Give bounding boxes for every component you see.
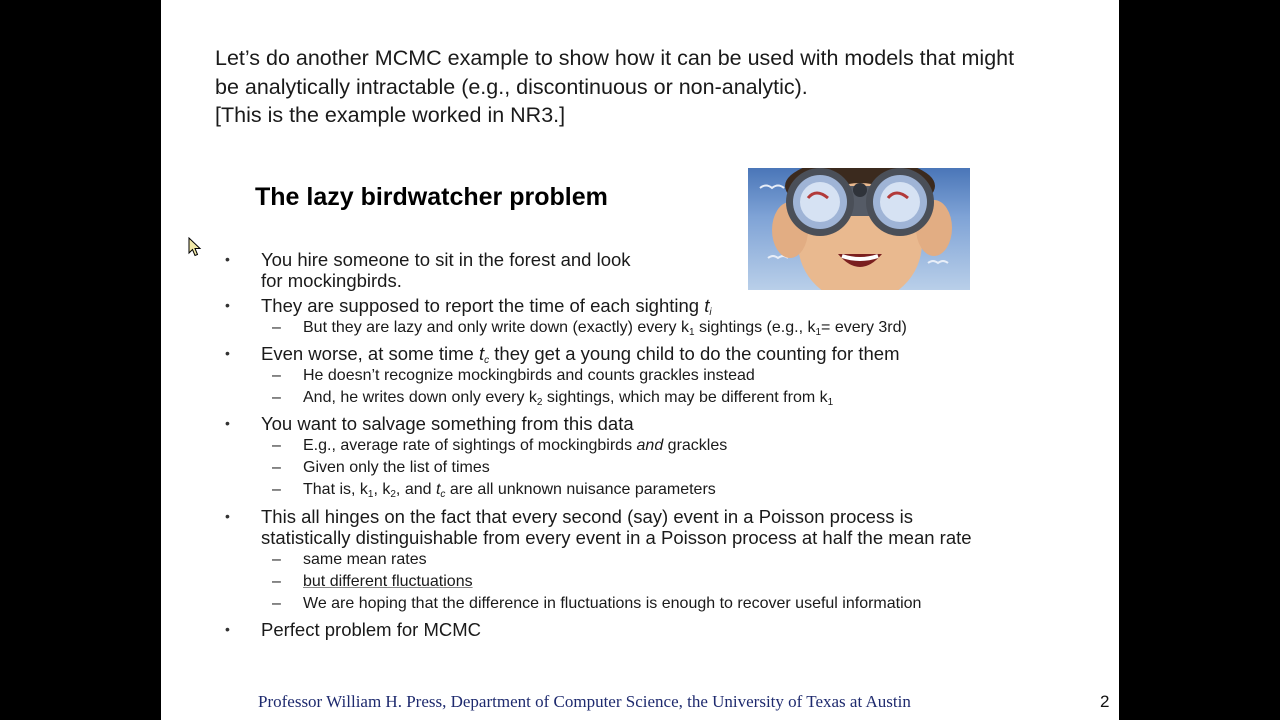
bullet-4-sub-1 <box>303 437 727 455</box>
bullet-5-line-2: statistically distinguishable from every event in a Poisson process at half the mean rate <box>261 527 972 548</box>
slide-footer: Professor William H. Press, Department of Computer Science, the University of Texas at Austin <box>258 692 911 711</box>
dash-marker: – <box>272 595 281 612</box>
variable: t <box>435 481 441 498</box>
bullet-3-sub-1: He doesn’t recognize mockingbirds and counts grackles instead <box>303 367 755 384</box>
text-part: sightings (e.g., k <box>694 319 816 336</box>
subscript: 2 <box>390 489 396 500</box>
bullet-marker: • <box>225 345 230 361</box>
bullet-3 <box>261 343 899 365</box>
bullet-1-line-2: for mockingbirds. <box>261 270 402 291</box>
intro-line-3: [This is the example worked in NR3.] <box>215 103 566 127</box>
intro-line-1: Let’s do another MCMC example to show how it can be used with models that might <box>215 46 1015 70</box>
slide <box>161 0 1119 720</box>
subscript: 1 <box>827 397 834 408</box>
bullet-5-sub-2: but different fluctuations <box>303 573 473 590</box>
bullet-4-sub-3 <box>303 481 716 499</box>
dash-marker: – <box>272 481 281 498</box>
bullet-marker: • <box>225 508 230 524</box>
text-part: , k <box>373 481 391 498</box>
subscript: 1 <box>367 489 374 500</box>
subscript: 1 <box>688 327 695 338</box>
dash-marker: – <box>272 367 281 384</box>
text-part: E.g., average rate of sightings of mockingbirds <box>303 437 637 454</box>
bullet-marker: • <box>225 621 230 637</box>
variable: t <box>478 343 485 364</box>
bullet-6: Perfect problem for MCMC <box>261 619 481 640</box>
dash-marker: – <box>272 437 281 454</box>
dash-marker: – <box>272 389 281 406</box>
bullet-3-sub-2 <box>303 389 833 407</box>
bullet-marker: • <box>225 251 230 267</box>
text-part: But they are lazy and only write down (exactly) every k <box>303 319 689 336</box>
text-part: sightings, which may be different from k <box>542 389 828 406</box>
bullet-marker: • <box>225 415 230 431</box>
intro-line-2: be analytically intractable (e.g., discontinuous or non-analytic). <box>215 74 808 99</box>
bullet-2 <box>261 295 712 317</box>
text-part: , and <box>395 481 436 498</box>
child-with-binoculars-photo <box>748 168 970 290</box>
subscript: c <box>484 355 490 366</box>
page-number: 2 <box>1100 692 1110 711</box>
subscript: 1 <box>815 327 822 338</box>
bullet-4-sub-2: Given only the list of times <box>303 459 490 476</box>
bullet-5-line-1: This all hinges on the fact that every second (say) event in a Poisson process is <box>261 506 913 527</box>
binoculars-illustration <box>748 168 970 290</box>
subscript: c <box>440 489 446 500</box>
subscript: 2 <box>536 397 543 408</box>
bullet-5-sub-3: We are hoping that the difference in fluctuations is enough to recover useful information <box>303 595 922 612</box>
text-part: And, he writes down only every k <box>303 389 537 406</box>
dash-marker: – <box>272 551 281 568</box>
bullet-marker: • <box>225 297 230 313</box>
text-part: Even worse, at some time <box>261 343 479 364</box>
dash-marker: – <box>272 319 281 336</box>
bullet-2-sub-1 <box>303 319 907 337</box>
bullet-1-line-1: You hire someone to sit in the forest and look <box>261 249 631 270</box>
slide-title: The lazy birdwatcher problem <box>255 183 608 211</box>
intro-text <box>215 44 1115 130</box>
text-part: grackles <box>663 437 728 454</box>
bullet-2-var: t <box>704 295 710 316</box>
mouse-cursor-icon <box>188 237 202 257</box>
text-part: they get a young child to do the counting for them <box>489 343 900 364</box>
italic-text: and <box>636 437 664 454</box>
bullet-2-sub: i <box>709 307 712 318</box>
dash-marker: – <box>272 459 281 476</box>
text-part: are all unknown nuisance parameters <box>445 481 716 498</box>
bullet-4: You want to salvage something from this data <box>261 413 634 434</box>
text-part: = every 3rd) <box>821 319 907 336</box>
bullet-5-sub-1: same mean rates <box>303 551 427 568</box>
text-part: That is, k <box>303 481 368 498</box>
bullet-2-text: They are supposed to report the time of each sighting <box>261 295 705 316</box>
dash-marker: – <box>272 573 281 590</box>
